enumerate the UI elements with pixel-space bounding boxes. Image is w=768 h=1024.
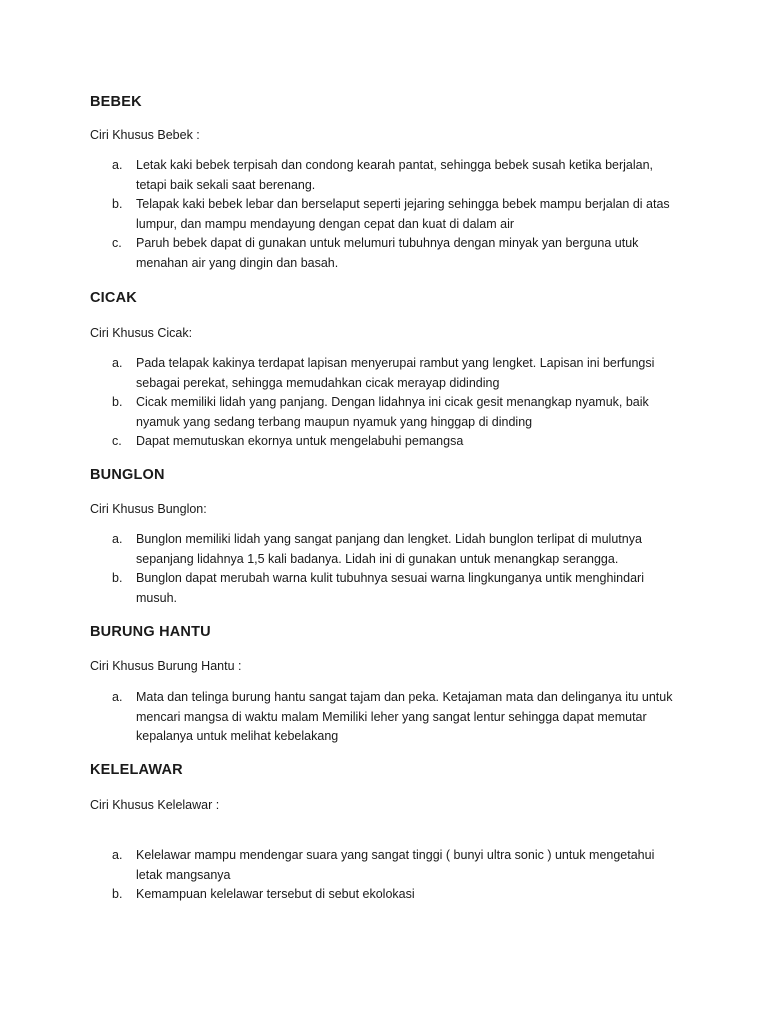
- list-item-text: Pada telapak kakinya terdapat lapisan menyerupai rambut yang lengket. Lapisan ini berfungsi sebagai perekat, sehingga memudahkan cicak merayap didinding: [136, 356, 655, 390]
- section-subtitle: Ciri Khusus Burung Hantu :: [90, 659, 242, 673]
- list-marker: a.: [112, 158, 123, 172]
- list-item: [90, 569, 680, 608]
- section-heading: BEBEK: [90, 94, 142, 110]
- section-subtitle: Ciri Khusus Bebek :: [90, 128, 200, 142]
- list-marker: b.: [112, 571, 123, 585]
- feature-list: [90, 688, 680, 747]
- feature-list: [90, 156, 680, 273]
- list-item: [90, 846, 680, 885]
- list-item-text: Mata dan telinga burung hantu sangat tajam dan peka. Ketajaman mata dan delinganya itu untuk mencari mangsa di waktu malam Memiliki leher yang sangat lentur sehingga dapat memutar kepalanya untuk melihat kebelakang: [136, 690, 673, 743]
- section-subtitle: Ciri Khusus Kelelawar :: [90, 798, 220, 812]
- list-marker: b.: [112, 395, 123, 409]
- list-item-text: Dapat memutuskan ekornya untuk mengelabuhi pemangsa: [136, 434, 464, 448]
- section-subtitle: Ciri Khusus Cicak:: [90, 326, 193, 340]
- list-marker: b.: [112, 887, 123, 901]
- list-item: [90, 234, 680, 273]
- list-item: [90, 156, 680, 195]
- list-item-text: Telapak kaki bebek lebar dan berselaput seperti jejaring sehingga bebek mampu berjalan di atas lumpur, dan mampu mendayung dengan cepat dan kuat di dalam air: [136, 197, 670, 231]
- list-item: [90, 885, 680, 905]
- list-item-text: Kemampuan kelelawar tersebut di sebut ekolokasi: [136, 887, 415, 901]
- section-heading: BURUNG HANTU: [90, 624, 211, 640]
- list-marker: c.: [112, 434, 122, 448]
- list-marker: c.: [112, 236, 122, 250]
- list-item: [90, 393, 680, 432]
- list-item-text: Bunglon memiliki lidah yang sangat panjang dan lengket. Lidah bunglon terlipat di mulutnya sepanjang lidahnya 1,5 kali badanya. Lidah ini di gunakan untuk menangkap serangga.: [136, 532, 642, 566]
- list-item: [90, 354, 680, 393]
- list-item: [90, 195, 680, 234]
- list-item: [90, 530, 680, 569]
- list-item-text: Kelelawar mampu mendengar suara yang sangat tinggi ( bunyi ultra sonic ) untuk mengetahui letak mangsanya: [136, 848, 655, 882]
- list-item-text: Paruh bebek dapat di gunakan untuk melumuri tubuhnya dengan minyak yan berguna utuk menahan air yang dingin dan basah.: [136, 236, 639, 270]
- list-marker: a.: [112, 532, 123, 546]
- feature-list: [90, 354, 680, 452]
- feature-list: [90, 846, 680, 905]
- list-item: [90, 688, 680, 747]
- list-item: [90, 432, 680, 452]
- section-heading: KELELAWAR: [90, 762, 183, 778]
- list-marker: b.: [112, 197, 123, 211]
- list-item-text: Letak kaki bebek terpisah dan condong kearah pantat, sehingga bebek susah ketika berjalan, tetapi baik sekali saat berenang.: [136, 158, 654, 192]
- feature-list: [90, 530, 680, 608]
- section-subtitle: Ciri Khusus Bunglon:: [90, 502, 207, 516]
- section-heading: BUNGLON: [90, 467, 165, 483]
- list-marker: a.: [112, 356, 123, 370]
- list-item-text: Bunglon dapat merubah warna kulit tubuhnya sesuai warna lingkunganya untik menghindari musuh.: [136, 571, 644, 605]
- list-marker: a.: [112, 848, 123, 862]
- list-marker: a.: [112, 690, 123, 704]
- section-heading: CICAK: [90, 290, 137, 306]
- list-item-text: Cicak memiliki lidah yang panjang. Dengan lidahnya ini cicak gesit menangkap nyamuk, baik nyamuk yang sedang terbang maupun nyamuk yang hinggap di dinding: [136, 395, 649, 429]
